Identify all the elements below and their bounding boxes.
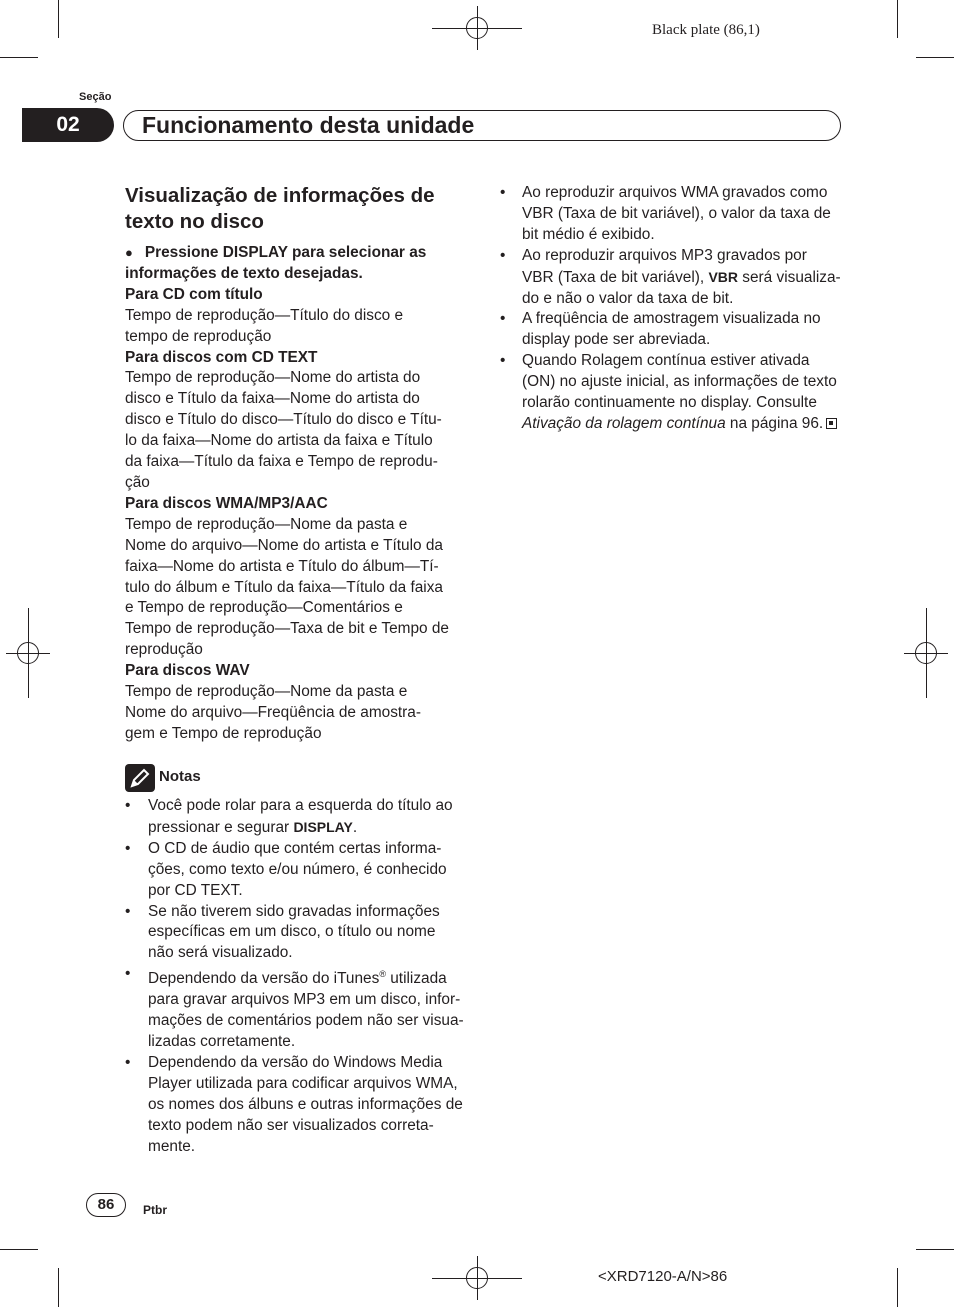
info-item: • A freqüência de amostragem visualizada no display pode ser abreviada. — [500, 310, 821, 349]
group-title: Para discos WMA/MP3/AAC — [125, 494, 328, 512]
info-item: • Quando Rolagem contínua estiver ativada (ON) no ajuste inicial, as informações de texto rolarão continuamente no display. Consulte Ativação da rolagem contínua na página 96. — [500, 352, 837, 432]
right-column — [500, 183, 845, 435]
document-code: <XRD7120-A/N>86 — [598, 1268, 728, 1285]
note-item: • Você pode rolar para a esquerda do título ao pressionar e segurar DISPLAY. — [125, 797, 453, 836]
left-column — [125, 183, 470, 745]
display-group-cd: Para CD com título Tempo de reprodução—Título do disco e tempo de reprodução — [125, 285, 470, 348]
info-item: • Ao reproduzir arquivos MP3 gravados por VBR (Taxa de bit variável), VBR será visualiza- do e não o valor da taxa de bit. — [500, 246, 841, 307]
end-of-section-icon — [826, 418, 837, 429]
group-title: Para discos WAV — [125, 662, 250, 680]
notes-title: Notas — [159, 768, 201, 785]
section-number: 02 — [22, 108, 114, 142]
group-title: Para CD com título — [125, 285, 263, 303]
section-heading: Visualização de informações de texto no disco — [125, 184, 435, 233]
cross-reference-link[interactable]: Ativação da rolagem contínua — [522, 414, 726, 432]
bullet-dot-icon: ● — [125, 245, 133, 260]
display-group-wav: Para discos WAV Tempo de reprodução—Nome da pasta e Nome do arquivo—Freqüência de amostra- gem e Tempo de reprodução — [125, 661, 470, 745]
note-pencil-icon — [125, 764, 155, 792]
section-label: Seção — [79, 91, 112, 103]
notes-list — [125, 796, 470, 1158]
note-item: • O CD de áudio que contém certas informa- ções, como texto e/ou número, é conhecido por CD TEXT. — [125, 839, 447, 899]
note-item: • Dependendo da versão do iTunes® utilizada para gravar arquivos MP3 em um disco, infor- mações de comentários podem não ser visua- lizadas corretamente. — [125, 965, 464, 1051]
display-group-cd-text: Para discos com CD TEXT Tempo de reprodução—Nome do artista do disco e Título da faixa—Nome do artista do disco e Título do disco—Título do disco e Títu- lo da faixa—Nome do artista da faixa e Título da faixa—Título da faixa e Tempo de reprodu- ção — [125, 348, 470, 494]
page-number: 86 — [86, 1193, 126, 1217]
page-title: Funcionamento desta unidade — [123, 110, 841, 141]
info-item: • Ao reproduzir arquivos WMA gravados como VBR (Taxa de bit variável), o valor da taxa de bit médio é exibido. — [500, 184, 831, 243]
display-group-wma-mp3-aac: Para discos WMA/MP3/AAC Tempo de reprodução—Nome da pasta e Nome do arquivo—Nome do artista e Título da faixa—Nome do artista e Título do álbum—Tí- tulo do álbum e Título da faixa—Título da faixa e Tempo de reprodução—Comentários e Tempo de reprodução—Taxa de bit e Tempo de reprodução — [125, 494, 470, 661]
group-title: Para discos com CD TEXT — [125, 348, 318, 366]
note-item: • Dependendo da versão do Windows Media Player utilizada para codificar arquivos WMA, os nomes dos álbuns e outras informações de texto podem não ser visualizados correta- mente. — [125, 1054, 463, 1155]
notes-header — [125, 764, 155, 792]
instruction: ● Pressione DISPLAY para selecionar as informações de texto desejadas. — [125, 244, 427, 282]
plate-label: Black plate (86,1) — [652, 22, 760, 38]
note-item: • Se não tiverem sido gravadas informações específicas em um disco, o título ou nome não será visualizado. — [125, 902, 440, 962]
language-code: Ptbr — [143, 1203, 167, 1217]
